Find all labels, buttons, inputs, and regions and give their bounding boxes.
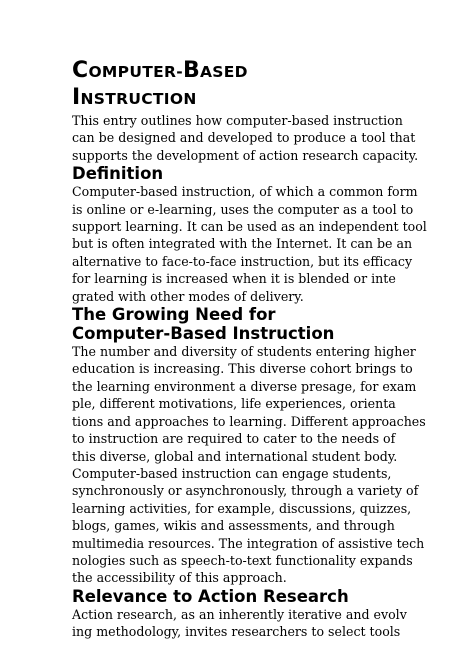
text-line: education is increasing. This diverse cohort brings to (72, 361, 413, 377)
text-line: blogs, games, wikis and assessments, and through (72, 518, 395, 534)
text-line: grated with other modes of delivery. (72, 288, 304, 304)
text-line: Action research, as an inherently iterative and evolv (72, 606, 407, 622)
title-line: COMPUTER-BASED (72, 58, 248, 83)
text-line: learning activities, for example, discussions, quizzes, (72, 500, 412, 516)
text-line: the learning environment a diverse presage, for exam (72, 378, 417, 394)
text-line: ing methodology, invites researchers to select tools (72, 624, 401, 640)
text-line: Computer-based instruction, of which a common form (72, 184, 418, 200)
section-body-relevance (72, 606, 407, 641)
text-line: This entry outlines how computer-based instruction (72, 113, 403, 128)
heading-line: Computer-Based Instruction (72, 324, 335, 344)
text-line: the accessibility of this approach. (72, 570, 287, 586)
text-line: alternative to face-to-face instruction, but its efficacy (72, 253, 413, 269)
text-line: but is often integrated with the Internet. It can be an (72, 236, 413, 252)
heading-line: The Growing Need for (72, 305, 276, 325)
text-line: is online or e-learning, uses the computer as a tool to (72, 201, 414, 217)
page-title (72, 58, 402, 112)
text-line: Computer-based instruction can engage students, (72, 465, 392, 481)
heading-line: Definition (72, 164, 164, 184)
section-heading-definition (72, 164, 402, 183)
text-line: support learning. It can be used as an independent tool (72, 219, 427, 235)
title-line: INSTRUCTION (72, 85, 197, 110)
heading-line: Relevance to Action Research (72, 586, 349, 606)
section-heading-relevance (72, 587, 402, 606)
intro-paragraph (72, 112, 419, 164)
text-line: ple, different motivations, life experiences, orienta (72, 396, 396, 412)
section-heading-growing-need (72, 305, 402, 343)
text-line: nologies such as speech-to-text functionality expands (72, 552, 413, 568)
text-line: for learning is increased when it is blended or inte (72, 271, 396, 287)
section-body-definition (72, 183, 427, 305)
text-line: The number and diversity of students entering higher (72, 344, 416, 360)
text-line: to instruction are required to cater to the needs of (72, 431, 396, 447)
text-line: synchronously or asynchronously, through a variety of (72, 483, 419, 499)
text-line: this diverse, global and international student body. (72, 448, 398, 464)
document-page (72, 58, 427, 641)
section-body-growing-need (72, 343, 426, 587)
text-line: can be designed and developed to produce a tool that (72, 130, 416, 146)
text-line: multimedia resources. The integration of assistive tech (72, 535, 425, 551)
text-line: supports the development of action research capacity. (72, 147, 419, 163)
text-line: tions and approaches to learning. Different approaches (72, 413, 426, 429)
